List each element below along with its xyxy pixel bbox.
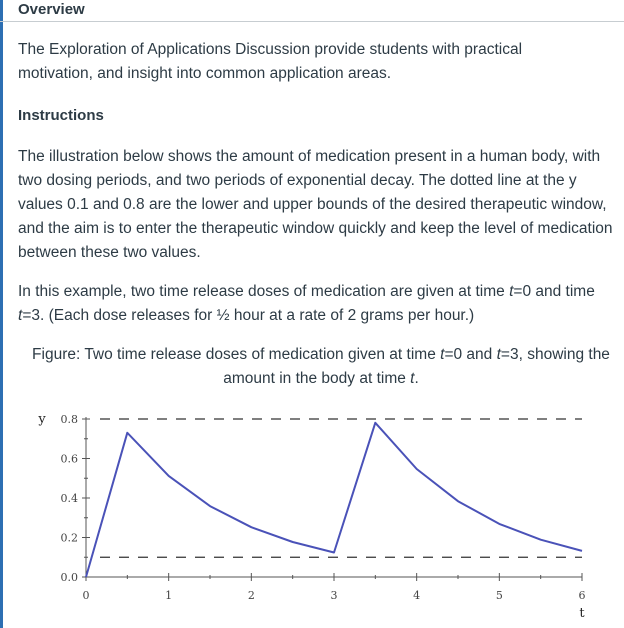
- example-text-2: =0 and time: [513, 283, 595, 300]
- variable-t: t: [496, 346, 501, 363]
- illustration-description: The illustration below shows the amount of medication present in a human body, with two dosing periods, and two periods of exponential decay. The dotted line at the y values 0.1 and 0.8 are the lower and upper bounds of the desired therapeutic window, and the aim is to enter the therapeutic window quickly and keep the level of medication between these two values.: [18, 148, 613, 261]
- variable-t: t: [410, 370, 415, 387]
- overview-heading: Overview: [18, 1, 85, 18]
- y-tick-label: 0.4: [60, 492, 78, 505]
- x-tick-label: 3: [330, 589, 338, 602]
- variable-t: t: [509, 283, 514, 300]
- x-tick-label: 6: [578, 589, 586, 602]
- variable-t: t: [18, 307, 23, 324]
- example-text-1: In this example, two time release doses of medication are given at time: [18, 283, 510, 300]
- y-tick-label: 0.6: [60, 452, 78, 466]
- x-tick-label: 1: [165, 589, 173, 602]
- medication-curve: [86, 423, 582, 577]
- x-tick-label: 2: [247, 589, 255, 602]
- x-tick-label: 4: [413, 589, 421, 602]
- variable-t: t: [440, 346, 445, 363]
- caption-text-2: =0 and: [444, 346, 497, 363]
- y-axis-label: y: [38, 412, 46, 427]
- x-tick-label: 5: [495, 589, 503, 602]
- instructions-heading: Instructions: [18, 107, 104, 124]
- y-tick-label: 0.2: [60, 531, 78, 545]
- x-tick-label: 0: [82, 589, 90, 602]
- intro-paragraph: The Exploration of Applications Discussion provide students with practical motivation, and insight into common application areas.: [18, 41, 523, 82]
- caption-text-1: Figure: Two time release doses of medication given at time: [32, 346, 441, 363]
- caption-text-3: =3, showing the amount in the body at time: [223, 346, 610, 387]
- example-text-3: =3. (Each dose releases for ½ hour at a rate of 2 grams per hour.): [22, 307, 475, 324]
- caption-text-4: .: [414, 370, 419, 387]
- y-tick-label: 0.8: [60, 413, 78, 426]
- y-tick-label: 0.0: [60, 571, 78, 584]
- x-axis-label: t: [579, 606, 585, 621]
